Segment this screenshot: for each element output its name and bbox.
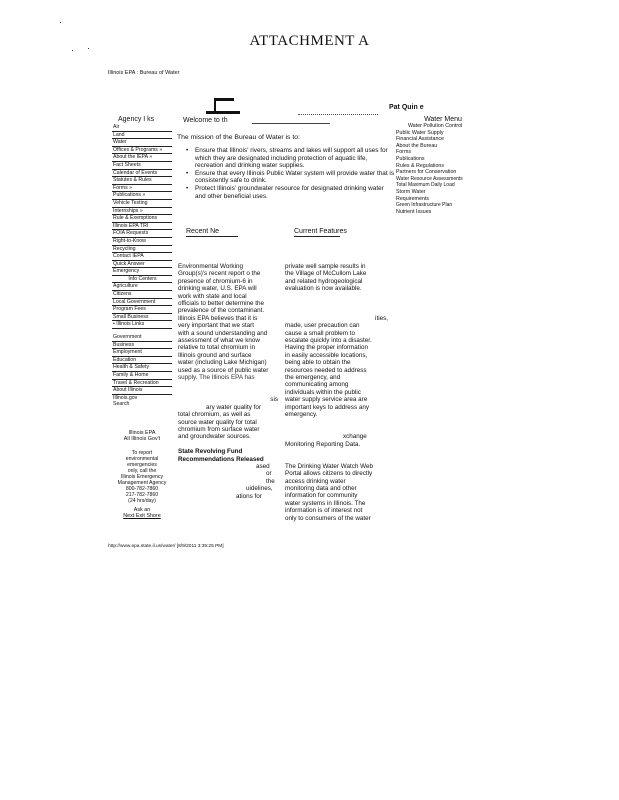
- note-line: To report: [131, 449, 153, 456]
- agency-links-list: [112, 124, 172, 276]
- sidebar-item[interactable]: Illinois.gov: [113, 394, 138, 401]
- page-footer-url: http://www.epa.state.il.us/water/ [8/9/2011 3:35:25 PM]: [108, 544, 224, 549]
- text-line: cause a small problem to: [285, 329, 355, 337]
- srf-title[interactable]: Recommendations Released: [178, 455, 264, 463]
- governor-name: Pat Quin e: [389, 104, 424, 111]
- info-centers-heading: Info Centers: [112, 276, 172, 284]
- note-line: only, call the: [127, 467, 157, 474]
- text-line: chromium from surface water: [178, 425, 260, 433]
- text-line: Having the proper information: [285, 344, 368, 352]
- note-line: Management Agency: [117, 479, 167, 486]
- text-line: source water quality for total: [178, 418, 257, 426]
- water-menu-item[interactable]: Water Pollution Control: [408, 123, 463, 129]
- text-line: presence of chromium-6 in: [178, 277, 253, 285]
- water-menu-item[interactable]: Nutrient Issues: [396, 208, 432, 215]
- sidebar-item[interactable]: Family & Home: [112, 372, 172, 380]
- water-menu-item[interactable]: Green Infrastructure Plan: [396, 202, 453, 209]
- attachment-title: ATTACHMENT A: [249, 33, 370, 49]
- sidebar-item[interactable]: Small Business: [112, 314, 172, 322]
- text-line: important keys to address any: [285, 403, 369, 411]
- illinois-logo-icon: [206, 98, 240, 114]
- text-line: emergency.: [285, 411, 318, 419]
- news-item-chromium-summary: [178, 396, 278, 440]
- water-menu-item[interactable]: Rules & Regulations: [396, 162, 444, 169]
- sidebar-item[interactable]: Illinois EPA TRI: [112, 223, 172, 231]
- text-line: with a sound understanding and: [178, 329, 268, 337]
- news-item-chromium: [178, 263, 278, 382]
- text-line: individuals within the public: [285, 388, 361, 396]
- mission-item: • Protect Illinois' groundwater resource for designated drinking water and other beneficial uses.: [186, 185, 396, 200]
- sidebar-item[interactable]: About the IEPA »: [112, 154, 172, 162]
- current-features-column: [285, 263, 388, 522]
- sidebar-item[interactable]: Business: [112, 342, 172, 350]
- illinois-links-list: [112, 334, 172, 408]
- feature-drinking-water-watch: [285, 463, 388, 522]
- water-menu-item[interactable]: Public Water Supply: [396, 129, 444, 136]
- text-line: total chromium, as well as: [178, 411, 251, 419]
- sidebar-item[interactable]: FOIA Requests: [112, 230, 172, 238]
- text-line: assessment of what we know: [178, 337, 260, 345]
- scan-speck: [60, 22, 61, 23]
- sidebar-item[interactable]: Water: [112, 139, 172, 147]
- text-line: evaluation is now available.: [285, 285, 362, 293]
- note-line: 800-782-7860: [125, 485, 159, 492]
- mission-list: [186, 147, 396, 200]
- feature-emergency: [285, 315, 388, 419]
- note-line: 217-782-7860: [125, 491, 159, 498]
- text-line: or the: [266, 470, 275, 485]
- next-question-link[interactable]: Next Exit Shore: [123, 513, 161, 520]
- sidebar-item[interactable]: Statutes & Rules: [112, 177, 172, 185]
- text-line: Environmental Working: [178, 263, 243, 270]
- text-line: resources needed to address: [285, 366, 367, 374]
- note-line: environmental: [125, 455, 159, 462]
- feature-exchange: [285, 433, 388, 448]
- text-line: information for community: [285, 492, 358, 500]
- sidebar-item[interactable]: Forms »: [112, 185, 172, 193]
- sidebar-item[interactable]: Emergency: [112, 268, 172, 276]
- water-menu-item[interactable]: Requirements: [396, 195, 429, 202]
- sidebar-item[interactable]: Air: [112, 124, 172, 132]
- mission-statement: The mission of the Bureau of Water is to:: [177, 134, 300, 141]
- search-link[interactable]: Search: [113, 401, 130, 408]
- text-line: work with state and local: [178, 292, 247, 300]
- current-features-underline: [294, 236, 340, 237]
- text-line: prevalence of the contaminant.: [178, 307, 265, 315]
- text-line: Monitoring Reporting Data.: [285, 440, 361, 448]
- mission-item: • Ensure that Illinois' rivers, streams and lakes will support all uses for which they are designated including protection of aquatic life, recreation and drinking water supplies.: [186, 147, 396, 170]
- note-line: emergencies: [127, 461, 157, 468]
- water-menu-item[interactable]: Water Resource Assessments: [396, 175, 463, 182]
- sidebar-item[interactable]: Publications »: [112, 192, 172, 200]
- text-line: sis: [270, 396, 278, 404]
- header-divider: [298, 106, 378, 115]
- text-line: xchange: [343, 433, 367, 441]
- text-line: Illinois EPA believes that it is: [178, 314, 258, 322]
- text-line: drinking water, U.S. EPA will: [178, 285, 257, 293]
- illinois-epa-label: Illinois EPA: [128, 429, 156, 436]
- srf-title[interactable]: State Revolving Fund: [178, 448, 243, 456]
- illinois-links-heading: • Illinois Links: [112, 321, 172, 329]
- welcome-heading: Welcome to th: [183, 117, 228, 124]
- sidebar-item[interactable]: Employment: [112, 349, 172, 357]
- text-line: water supply service area are: [285, 396, 368, 404]
- recent-news-heading: Recent Ne: [186, 228, 220, 235]
- text-line: officials to better determine the: [178, 300, 264, 308]
- agency-links-heading: Agency I ks: [118, 116, 155, 123]
- sidebar-item[interactable]: Quick Answer: [112, 261, 172, 269]
- text-line: ased: [256, 462, 270, 470]
- all-gov-label: All Illinois Gov't: [123, 436, 161, 443]
- mission-item: • Ensure that every Illinois Public Water system will provide water that is consistently safe to drink.: [186, 170, 396, 185]
- text-line: ities,: [375, 314, 388, 322]
- sidebar-item[interactable]: Health & Safety: [112, 364, 172, 372]
- sidebar-item[interactable]: Recycling: [112, 246, 172, 254]
- text-line: relative to total chromium in: [178, 344, 255, 352]
- text-line: Portal allows citizens to directly: [285, 470, 373, 478]
- recent-news-column: [178, 263, 278, 500]
- water-menu: [396, 116, 476, 215]
- scan-speck: [72, 50, 73, 51]
- text-line: communicating among: [285, 381, 349, 389]
- text-line: in easily accessible locations,: [285, 351, 368, 359]
- text-line: supply. The Illinois EPA has: [178, 374, 255, 382]
- sidebar-item[interactable]: Rule & Exemptions: [112, 215, 172, 223]
- sidebar-item[interactable]: Vehicle Testing: [112, 200, 172, 208]
- text-line: ary water quality for: [206, 403, 261, 411]
- sidebar-item[interactable]: Government: [112, 334, 172, 342]
- sidebar-item[interactable]: Program Fees: [112, 306, 172, 314]
- water-menu-item[interactable]: Storm Water: [396, 188, 426, 195]
- note-line: Illinois Emergency: [120, 473, 164, 480]
- sidebar-item[interactable]: Fact Sheets: [112, 162, 172, 170]
- sidebar-item[interactable]: Local Government: [112, 299, 172, 307]
- text-line: made, user precaution can: [285, 322, 360, 330]
- feature-mccullom: [285, 263, 388, 293]
- text-line: ations for: [236, 492, 262, 500]
- text-line: access drinking water: [285, 477, 346, 485]
- text-line: the emergency, and: [285, 374, 341, 382]
- breadcrumb: Illinois EPA : Bureau of Water: [108, 70, 180, 76]
- text-line: only to consumers of the water: [285, 514, 371, 522]
- text-line: Group(s)'s recent report o the: [178, 270, 261, 278]
- text-line: and related hydrogeological: [285, 277, 363, 285]
- text-line: monitoring data and other: [285, 485, 357, 493]
- water-menu-item[interactable]: Partners for Conservation: [396, 169, 457, 176]
- sidebar-item[interactable]: Internships »: [112, 208, 172, 216]
- text-line: water systems in Illinois. The: [285, 499, 366, 507]
- note-line: (24 hrs/day): [128, 497, 156, 504]
- ask-label: Ask an: [133, 506, 151, 513]
- text-line: being able to obtain the: [285, 359, 351, 367]
- sidebar-item[interactable]: Right-to-Know: [112, 238, 172, 246]
- text-line: water (including Lake Michigan): [178, 359, 267, 367]
- sidebar-item[interactable]: Calendar of Events: [112, 170, 172, 178]
- water-menu-item[interactable]: Publications: [396, 155, 425, 162]
- sidebar-item[interactable]: Land: [112, 132, 172, 140]
- text-line: used as a source of public water: [178, 366, 269, 374]
- water-menu-heading: Water Menu: [424, 116, 462, 123]
- text-line: private well sample results in: [285, 263, 366, 270]
- text-line: escalate quickly into a disaster.: [285, 337, 372, 345]
- sidebar-item[interactable]: Contact IEPA: [112, 253, 172, 261]
- sidebar-item[interactable]: Agriculture: [112, 283, 172, 291]
- agency-links-sidebar: [112, 116, 172, 520]
- sidebar-item[interactable]: Citizens: [112, 291, 172, 299]
- water-menu-item[interactable]: Financial Assistance: [396, 136, 444, 143]
- emergency-report-note: [112, 450, 172, 504]
- text-line: uidelines,: [246, 485, 273, 493]
- news-item-srf[interactable]: [178, 448, 278, 463]
- sidebar-item[interactable]: Offices & Programs »: [112, 147, 172, 155]
- text-line: very important that we start: [178, 322, 254, 330]
- current-features-heading: Current Features: [294, 228, 347, 235]
- sidebar-item[interactable]: Travel & Recreation: [112, 380, 172, 388]
- water-menu-item[interactable]: Forms: [396, 149, 412, 156]
- text-line: Illinois ground and surface: [178, 351, 252, 359]
- text-line: and groundwater sources.: [178, 433, 251, 441]
- water-menu-item[interactable]: About the Bureau: [396, 142, 438, 149]
- text-line: the Village of McCullom Lake: [285, 270, 367, 278]
- text-line: information is of interest not: [285, 507, 363, 515]
- water-menu-item[interactable]: Total Maximum Daily Load: [396, 182, 455, 189]
- news-item-srf-body: [178, 463, 278, 500]
- sidebar-item[interactable]: About Illinois: [112, 387, 172, 395]
- info-centers-list: [112, 283, 172, 329]
- recent-news-underline: [186, 236, 238, 237]
- text-line: The Drinking Water Watch Web: [285, 462, 373, 470]
- sidebar-item[interactable]: Education: [112, 357, 172, 365]
- welcome-underline: [252, 123, 330, 124]
